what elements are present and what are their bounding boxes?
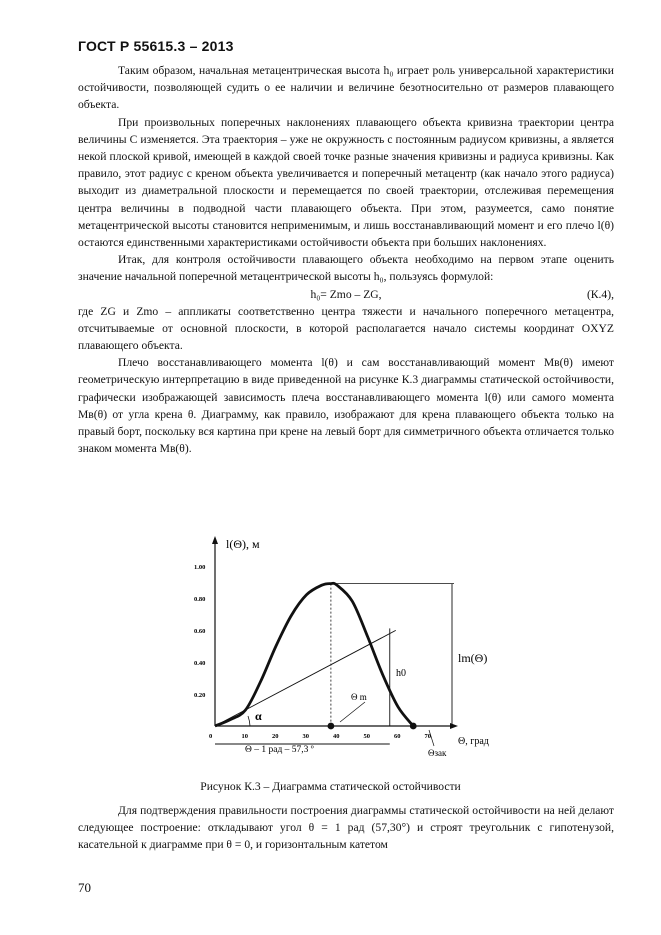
h0-label: h0 (396, 668, 406, 679)
paragraph-2: При произвольных поперечных наклонениях плавающего объекта кривизна траектории центра величины C изменяется. Эта траектория – уже не окружность с постоянным радиусом кривизны, а является некой плоской кривой, имеющей в каждой своей точке разные значения кривизны и радиуса кривизны. Как правило, этот радиус с креном объекта увеличивается и поперечный метацентр (как начало этого радиуса) выходит из диаметральной плоскости и перемещается по своей траектории, отслеживая перемещения центра величины в подводной части плавающего объекта. При этом, разумеется, само понятие метацентрической высоты становится неприменимым, и лишь восстанавливающий момент и его плечо l(θ) остаются единственными характеристиками остойчивости объекта при больших наклонениях. (78, 115, 614, 250)
x-axis-arrow (450, 723, 458, 729)
page-number: 70 (78, 880, 91, 895)
theta-m-point (328, 723, 335, 730)
alpha-arc (248, 716, 250, 726)
standard-header: ГОСТ Р 55615.3 – 2013 (78, 38, 234, 54)
paragraph-4: где ZG и Zmo – аппликаты соответственно центра тяжести и начального поперечного метацентра, отсчитываемые от основной плоскости, в которой располагается начало системы координат OXYZ плавающего объекта. (78, 304, 614, 353)
figure-caption: Рисунок К.3 – Диаграмма статической остойчивости (200, 780, 461, 793)
lm-label: lm(Θ) (458, 651, 488, 665)
x-axis-label: Θ, град (458, 736, 489, 747)
y-axis-arrow (212, 536, 218, 544)
x-tick-label: 0 (209, 733, 213, 740)
x-tick-label: 20 (272, 733, 279, 740)
x-tick-label: 50 (363, 733, 370, 740)
x-tick-label: 30 (302, 733, 309, 740)
x-tick-label: 10 (241, 733, 248, 740)
stability-diagram (190, 530, 510, 770)
radian-label: Θ – 1 рад – 57,3 º (245, 745, 314, 755)
paragraph-3: Итак, для контроля остойчивости плавающего объекта необходимо на первом этапе оценить значение начальной поперечной метацентрической высоты h₀, пользуясь формулой: (78, 253, 614, 284)
formula: h₀= Zmo – ZG, (310, 287, 382, 301)
paragraph-6: Для подтверждения правильности построения диаграммы статической остойчивости на ней делают следующее построение: откладывают угол θ = 1 рад (57,30°) и строят треугольник с гипотенузой, касательной к диаграмме при θ = 0, и горизонтальным катетом (78, 804, 614, 852)
formula-number: (К.4), (586, 287, 614, 301)
paragraph-5: Плечо восстанавливающего момента l(θ) и сам восстанавливающий момент Mв(θ) имеют геометрическую интерпретацию в виде приведенной на рисунке К.3 диаграммы статической остойчивости, графически изображающей зависимость плеча восстанавливающего момента l(θ) или самого момента Mв(θ) от угла крена θ. Диаграмму, как правило, изображают для крена плавающего объекта только на правый борт, поскольку вся картина при крене на левый борт для симметричного объекта отличается только знаком момента Mв(θ). (78, 356, 614, 456)
theta-m-leader (340, 702, 365, 722)
y-tick-label: 0.40 (194, 660, 206, 667)
text-block-bottom (78, 802, 614, 854)
stability-curve (215, 583, 413, 726)
theta-m-label: Θ m (351, 692, 367, 702)
theta-zak-label: Θзак (428, 748, 447, 758)
theta-zak-point (410, 723, 417, 730)
y-tick-label: 1.00 (194, 564, 206, 571)
x-tick-label: 40 (333, 733, 340, 740)
y-tick-label: 0.60 (194, 628, 206, 635)
paragraph-1: Таким образом, начальная метацентрическая высота h₀ играет роль универсальной характеристики остойчивости, позволяющей судить о ее наличии и величине безотносительно от размеров плавающего объекта. (78, 64, 614, 112)
y-tick-label: 0.80 (194, 596, 206, 603)
y-tick-label: 0.20 (194, 692, 206, 699)
alpha-label: α (255, 709, 262, 723)
stability-diagram-svg (190, 530, 510, 770)
x-tick-label: 70 (424, 733, 431, 740)
formula-line (78, 286, 614, 303)
y-axis-label: l(Θ), м (226, 537, 260, 551)
text-block-top (78, 62, 614, 457)
x-tick-label: 60 (394, 733, 401, 740)
